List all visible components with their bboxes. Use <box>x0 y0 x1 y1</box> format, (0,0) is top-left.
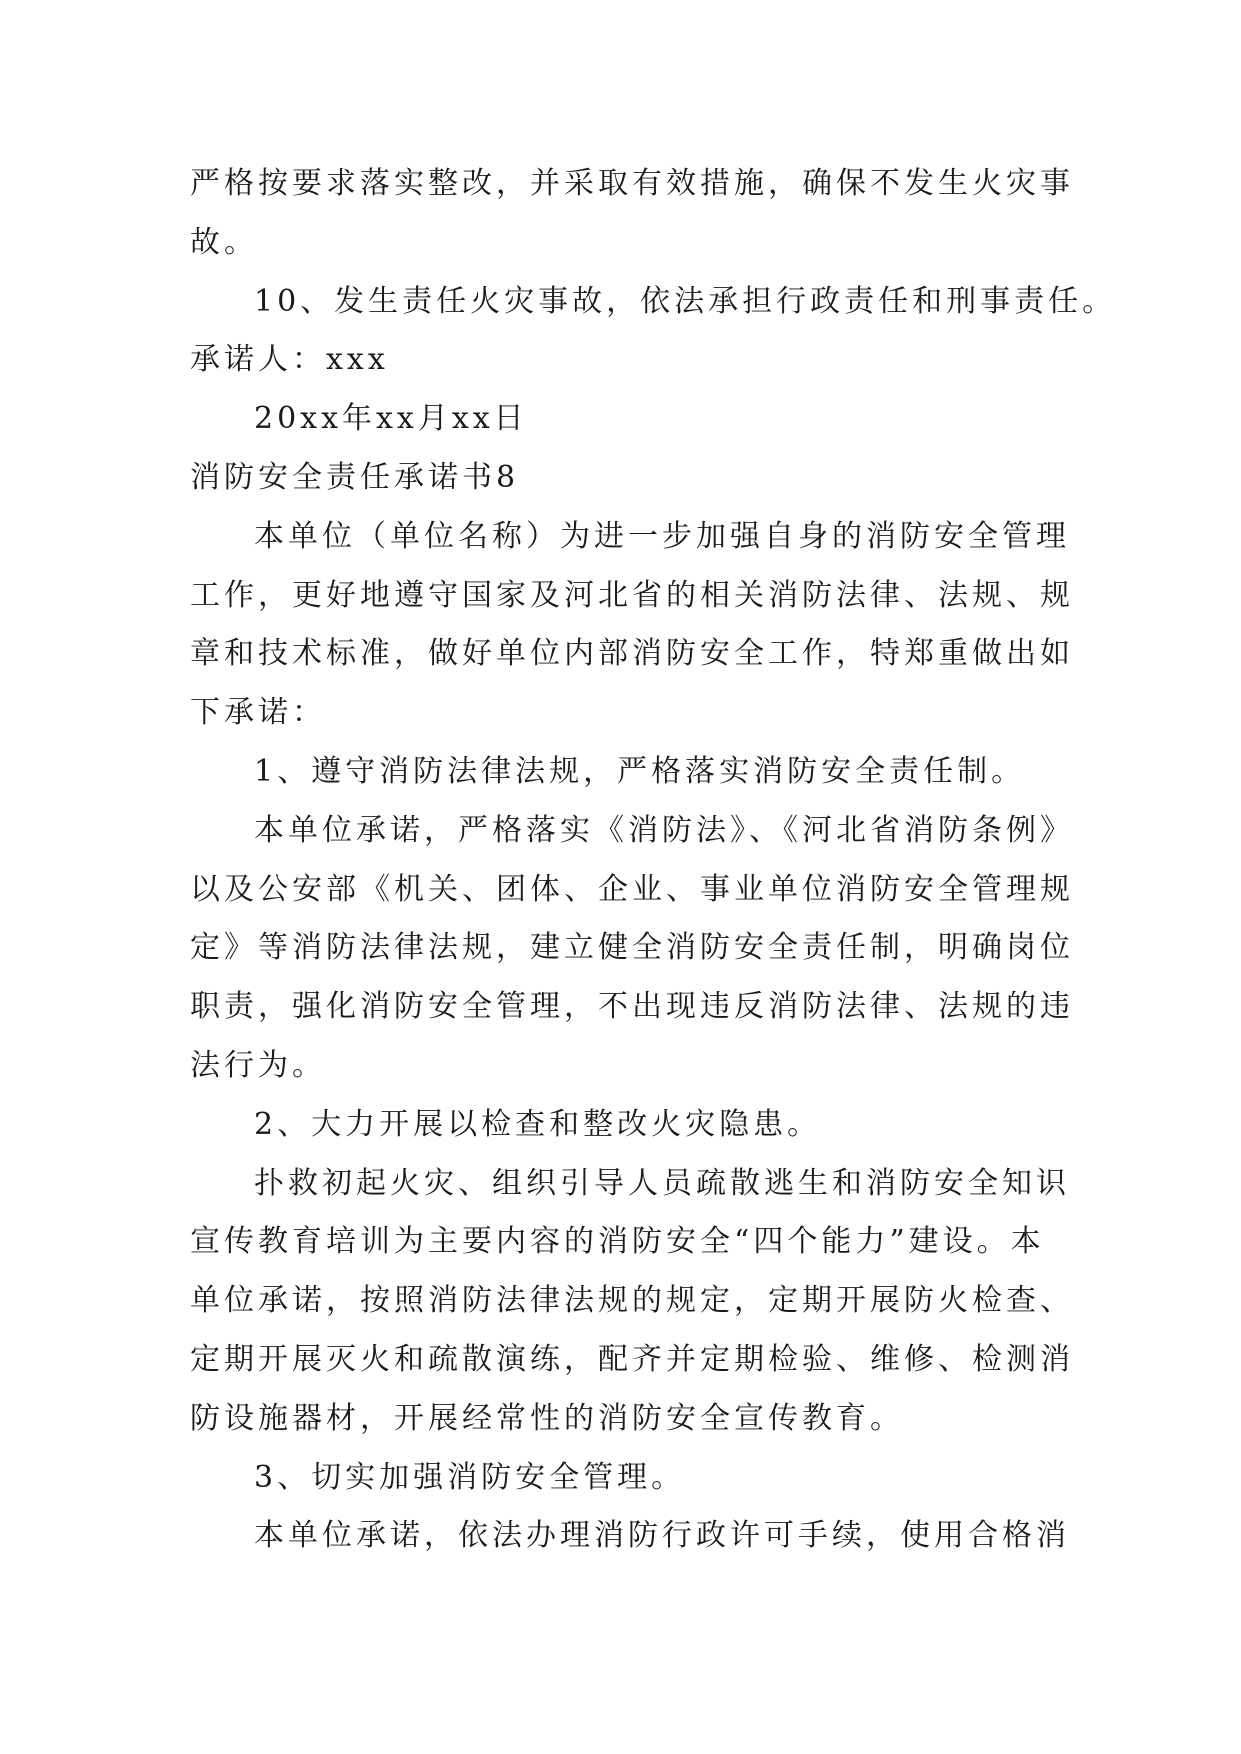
text-line: 法行为。 <box>190 1047 326 1083</box>
text-line: 以及公安部《机关、团体、企业、事业单位消防安全管理规 <box>190 871 1074 907</box>
text-line: 严格按要求落实整改，并采取有效措施，确保不发生火灾事 <box>190 166 1074 201</box>
text-line: 宣传教育培训为主要内容的消防安全“四个能力”建设。本 <box>190 1224 1045 1260</box>
text-line: 下承诺： <box>190 695 326 731</box>
text-line: 本单位（单位名称）为进一步加强自身的消防安全管理 <box>254 518 1070 554</box>
text-line: 故。 <box>190 224 258 260</box>
signer-line: 承诺人：xxx <box>190 342 389 378</box>
text-line: 工作，更好地遵守国家及河北省的相关消防法律、法规、规 <box>190 577 1074 613</box>
text-line: 10、发生责任火灾事故，依法承担行政责任和刑事责任。 <box>254 283 1117 319</box>
text-line: 防设施器材，开展经常性的消防安全宣传教育。 <box>190 1400 904 1436</box>
section-title: 消防安全责任承诺书8 <box>190 459 520 495</box>
text-line: 定期开展灭火和疏散演练，配齐并定期检验、维修、检测消 <box>190 1341 1074 1377</box>
text-line: 定》等消防法律法规，建立健全消防安全责任制，明确岗位 <box>190 930 1074 966</box>
text-line: 3、切实加强消防安全管理。 <box>254 1459 686 1495</box>
document-body <box>190 155 1117 1566</box>
text-line: 本单位承诺，严格落实《消防法》、《河北省消防条例》 <box>254 812 1074 848</box>
text-line: 章和技术标准，做好单位内部消防安全工作，特郑重做出如 <box>190 636 1074 672</box>
text-line: 本单位承诺，依法办理消防行政许可手续，使用合格消 <box>254 1518 1070 1554</box>
text-line: 2、大力开展以检查和整改火灾隐患。 <box>254 1106 822 1142</box>
text-line: 1、遵守消防法律法规，严格落实消防安全责任制。 <box>254 753 1026 789</box>
date-line: 20xx年xx月xx日 <box>254 401 528 437</box>
text-line: 扑救初起火灾、组织引导人员疏散逃生和消防安全知识 <box>254 1165 1070 1201</box>
text-line: 职责，强化消防安全管理，不出现违反消防法律、法规的违 <box>190 989 1074 1025</box>
text-line: 单位承诺，按照消防法律法规的规定，定期开展防火检查、 <box>190 1283 1074 1319</box>
